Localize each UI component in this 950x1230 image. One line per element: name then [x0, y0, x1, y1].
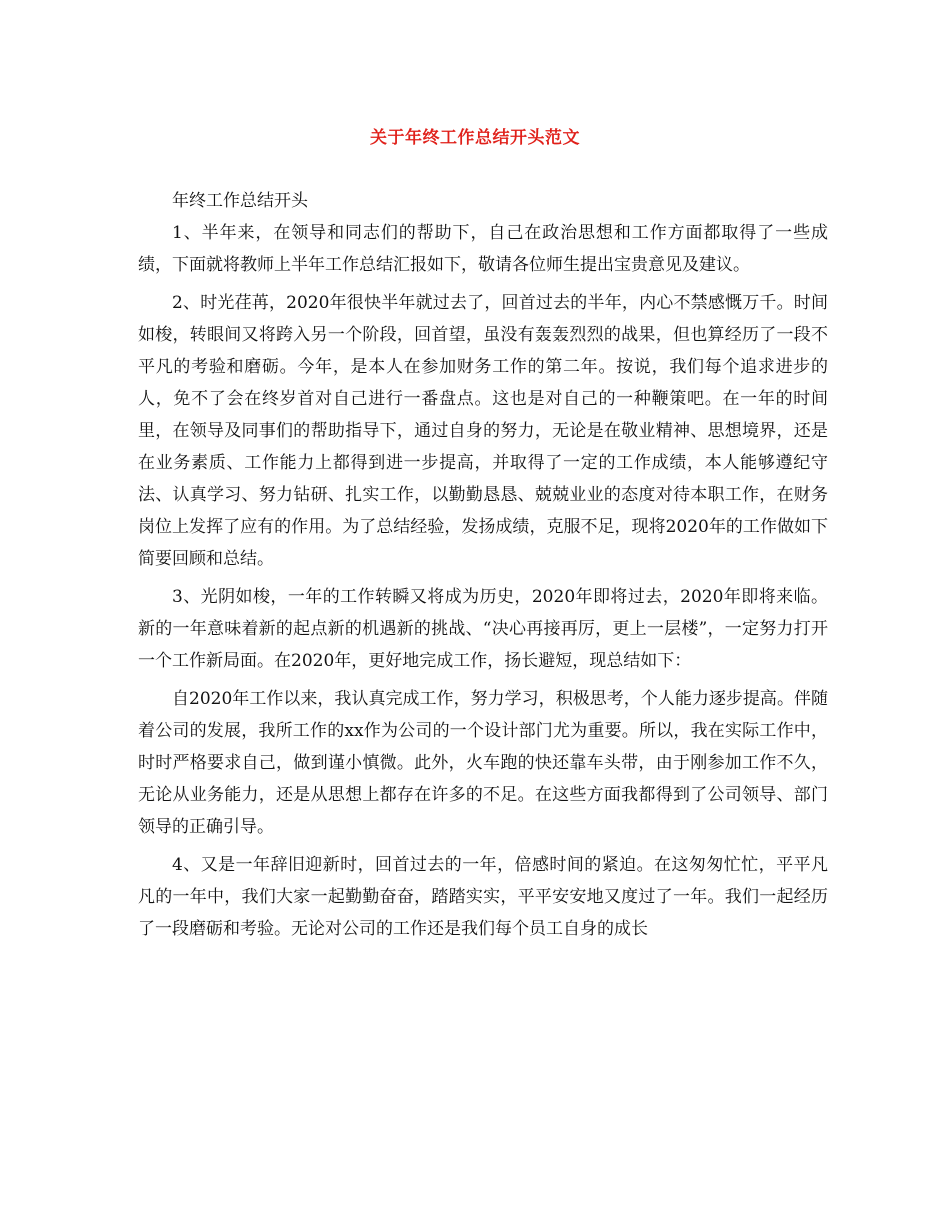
paragraph-4: 自2020年工作以来，我认真完成工作，努力学习，积极思考，个人能力逐步提高。伴随着公司的发展，我所工作的xx作为公司的一个设计部门尤为重要。所以，我在实际工作中，时时严格要求自己，做到谨小慎微。此外，火车跑的快还靠车头带，由于刚参加工作不久，无论从业务能力，还是从思想上都存在许多的不足。在这些方面我都得到了公司领导、部门领导的正确引导。: [138, 689, 828, 837]
document-body: [138, 185, 828, 945]
paragraph-2: 2、时光荏苒，2020年很快半年就过去了，回首过去的半年，内心不禁感慨万千。时间如梭，转眼间又将跨入另一个阶段，回首望，虽没有轰轰烈烈的战果，但也算经历了一段不平凡的考验和磨砺。今年，是本人在参加财务工作的第二年。按说，我们每个追求进步的人，免不了会在终岁首对自己进行一番盘点。这也是对自己的一种鞭策吧。在一年的时间里，在领导及同事们的帮助指导下，通过自身的努力，无论是在敬业精神、思想境界，还是在业务素质、工作能力上都得到进一步提高，并取得了一定的工作成绩，本人能够遵纪守法、认真学习、努力钻研、扎实工作，以勤勤恳恳、兢兢业业的态度对待本职工作，在财务岗位上发挥了应有的作用。为了总结经验，发扬成绩，克服不足，现将2020年的工作做如下简要回顾和总结。: [138, 293, 828, 569]
document-title: 关于年终工作总结开头范文: [370, 128, 580, 148]
paragraph-3: 3、光阴如梭，一年的工作转瞬又将成为历史，2020年即将过去，2020年即将来临。新的一年意味着新的起点新的机遇新的挑战、“决心再接再厉，更上一层楼”，一定努力打开一个工作新局面。在2020年，更好地完成工作，扬长避短，现总结如下：: [138, 587, 828, 671]
paragraph-5: 4、又是一年辞旧迎新时，回首过去的一年，倍感时间的紧迫。在这匆匆忙忙，平平凡凡的一年中，我们大家一起勤勤奋奋，踏踏实实，平平安安地又度过了一年。我们一起经历了一段磨砺和考验。无论对公司的工作还是我们每个员工自身的成长: [138, 855, 828, 939]
paragraph-1: 1、半年来，在领导和同志们的帮助下，自己在政治思想和工作方面都取得了一些成绩，下面就将教师上半年工作总结汇报如下，敬请各位师生提出宝贵意见及建议。: [138, 223, 828, 275]
paragraph-heading: 年终工作总结开头: [172, 191, 308, 211]
